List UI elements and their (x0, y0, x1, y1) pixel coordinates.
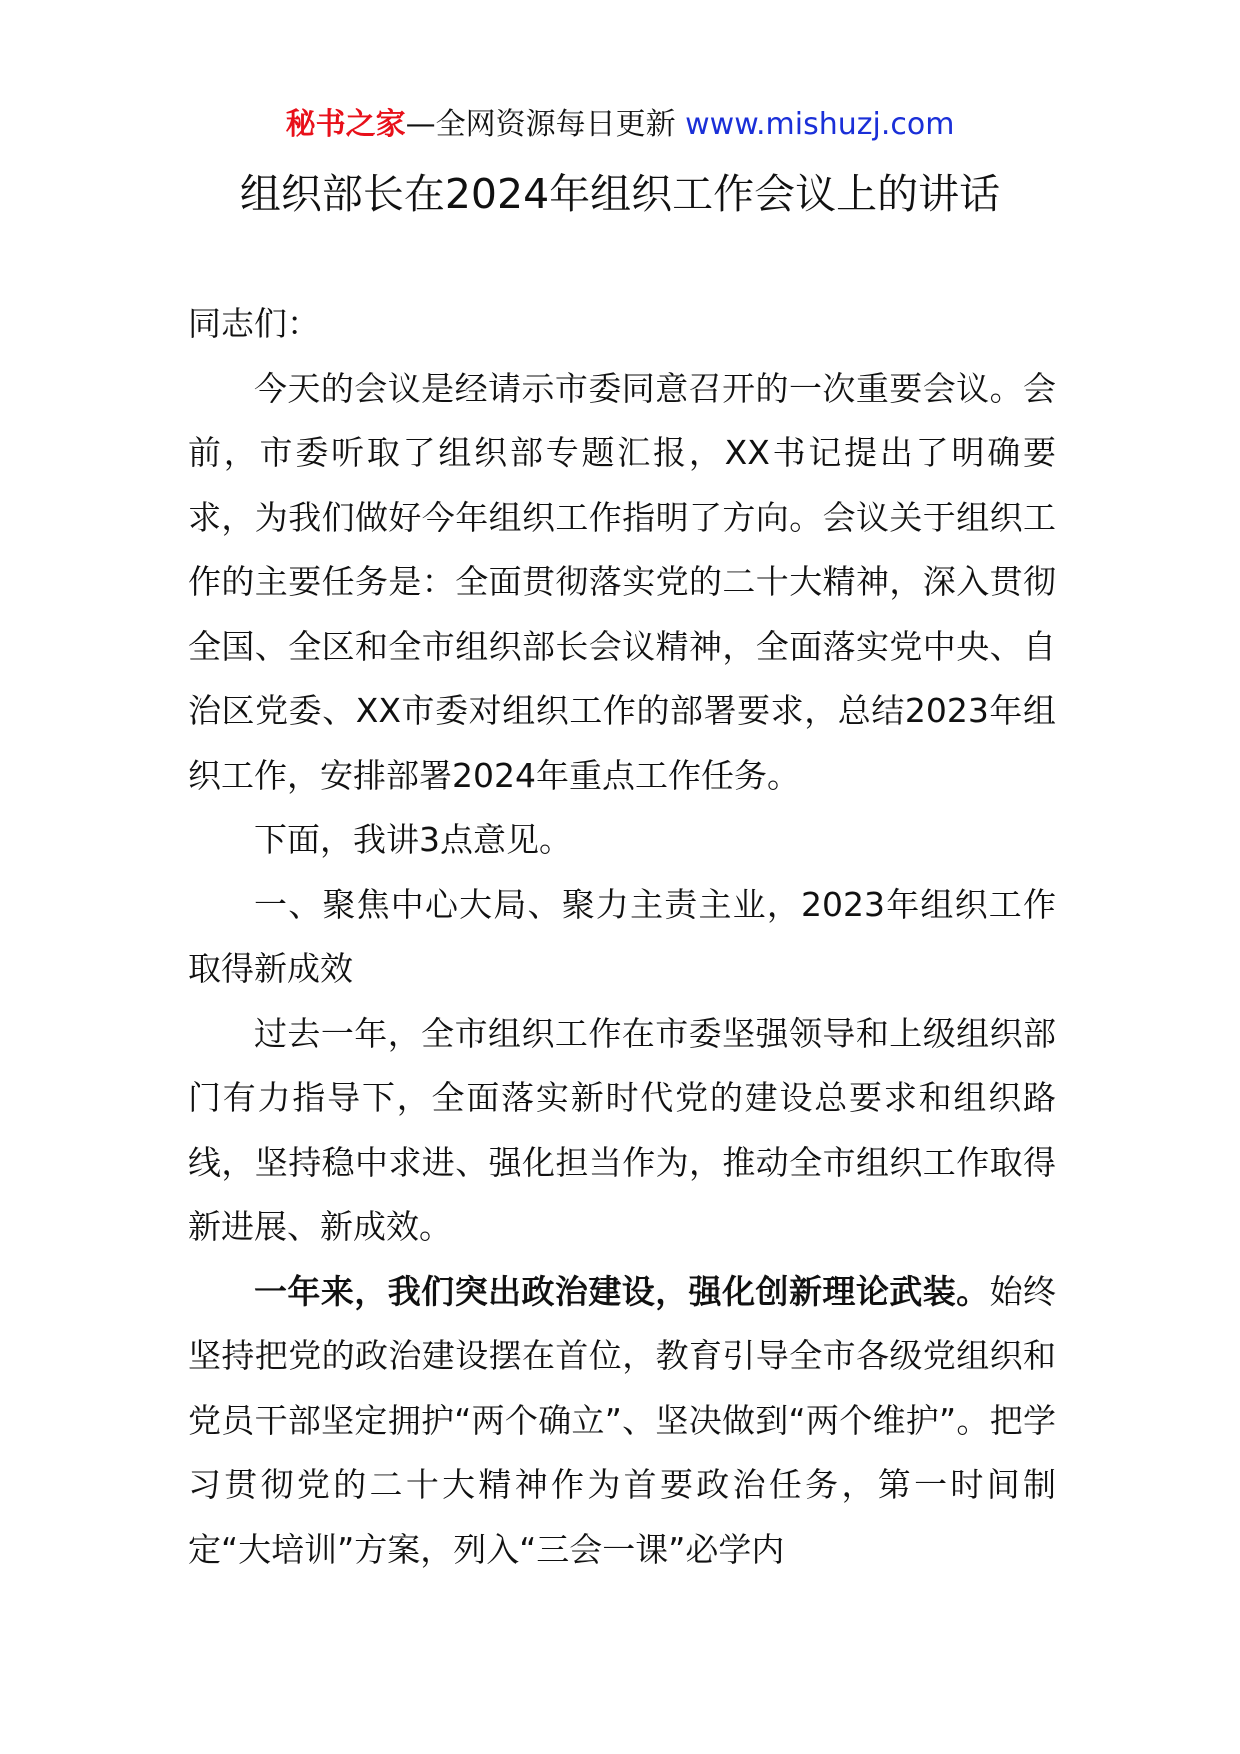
site-slogan: —全网资源每日更新 (405, 107, 686, 142)
document-title: 组织部长在2024年组织工作会议上的讲话 (239, 170, 1001, 218)
paragraph-review: 过去一年，全市组织工作在市委坚强领导和上级组织部门有力指导下，全面落实新时代党的建设总要求和组织路线，坚持稳中求进、强化担当作为，推动全市组织工作取得新进展、新成效。 (188, 1013, 1056, 1246)
site-url: www.mishuzj.com (685, 107, 955, 142)
section-heading-1: 一、聚焦中心大局、聚力主责主业，2023年组织工作取得新成效 (188, 884, 1056, 988)
brand-name: 秘书之家 (285, 107, 406, 142)
document-body (188, 292, 1056, 1582)
paragraph-political-building (188, 1260, 1056, 1583)
paragraph-lead: 一年来，我们突出政治建设，强化创新理论武装。 (254, 1271, 990, 1311)
salutation: 同志们： (188, 304, 320, 343)
paragraph-intro: 今天的会议是经请示市委同意召开的一次重要会议。会前，市委听取了组织部专题汇报，XX书记提出了明确要求，为我们做好今年组织工作指明了方向。会议关于组织工作的主要任务是：全面贯彻落实党的二十大精神，深入贯彻全国、全区和全市组织部长会议精神，全面落实党中央、自治区党委、XX市委对组织工作的部署要求，总结2023年组织工作，安排部署2024年重点工作任务。 (188, 368, 1056, 795)
paragraph-text: 始终坚持把党的政治建设摆在首位，教育引导全市各级党组织和党员干部坚定拥护“两个确立”、坚决做到“两个维护”。把学习贯彻党的二十大精神作为首要政治任务，第一时间制定“大培训”方案，列入“三会一课”必学内 (188, 1271, 1057, 1569)
paragraph-outline: 下面，我讲3点意见。 (254, 820, 572, 859)
site-header (0, 98, 1240, 152)
